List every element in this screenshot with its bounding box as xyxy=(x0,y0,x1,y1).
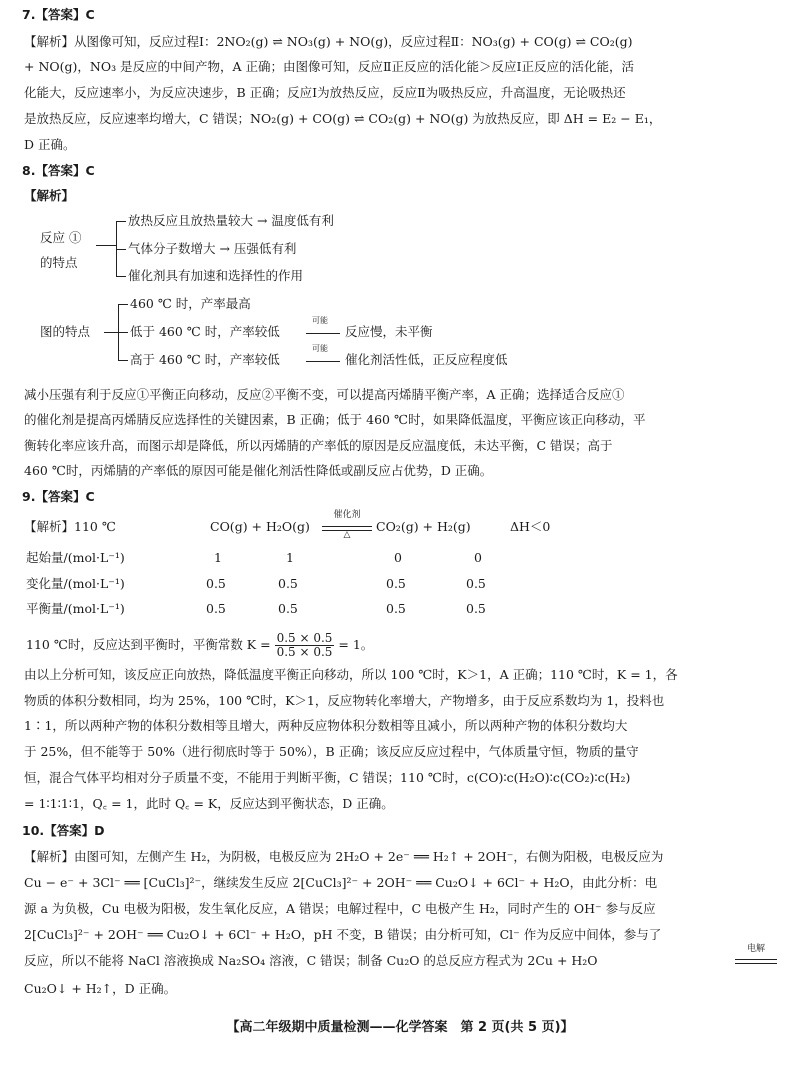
q9-cell: 0.5 xyxy=(278,601,298,616)
q10-line-2: Cu − e⁻ + 3Cl⁻ ══ [CuCl₃]²⁻，继续发生反应 2[CuCl₃]²⁻ + 2OH⁻ ══ Cu₂O↓ + 6Cl⁻ + H₂O，由此分析：电 xyxy=(24,875,658,890)
q9-k-fraction xyxy=(275,632,335,659)
q8-arrow-label-3: 可能 xyxy=(312,344,328,353)
q9-equilibrium-constant xyxy=(26,632,373,659)
q9-cell: 0.5 xyxy=(466,601,486,616)
q8-analysis-label: 【解析】 xyxy=(24,188,75,203)
q9-para-2: 物质的体积分数相同，均为 25%，100 ℃时，K＞1，反应物转化率增大，产物增多，由于反应系数均为 1，投料也 xyxy=(24,693,665,708)
q9-cell: 0.5 xyxy=(206,601,226,616)
q10-line-6: Cu₂O↓ + H₂↑，D 正确。 xyxy=(24,981,177,996)
page-footer: 【高二年级期中质量检测——化学答案 第 2 页(共 5 页)】 xyxy=(226,1020,574,1035)
q7-line-2: + NO(g)，NO₃ 是反应的中间产物，A 正确；由图像可知，反应Ⅱ正反应的活化能＞反应Ⅰ正反应的活化能，活 xyxy=(24,59,634,74)
q7-line-3: 化能大，反应速率小，为反应决速步，B 正确；反应Ⅰ为放热反应，反应Ⅱ为吸热反应，升高温度，无论吸热还 xyxy=(24,85,626,100)
q9-para-5: 恒，混合气体平均相对分子质量不变，不能用于判断平衡，C 错误；110 ℃时，c(CO)∶c(H₂O)∶c(CO₂)∶c(H₂) xyxy=(24,770,631,785)
q9-cell: 1 xyxy=(286,550,294,565)
q9-row-label: 起始量/(mol·L⁻¹) xyxy=(26,550,125,565)
bracket-2-branch-3 xyxy=(118,360,128,361)
q8-para-4: 460 ℃时，丙烯腈的产率低的原因可能是催化剂活性降低或副反应占优势，D 正确。 xyxy=(24,463,493,478)
q9-delta-h: ΔH＜0 xyxy=(510,519,551,534)
q8-arrow-2 xyxy=(306,333,340,334)
q10-equals-top xyxy=(735,959,777,960)
q8-feature-1: 放热反应且放热量较大 → 温度低有利 xyxy=(128,213,334,228)
q9-equation-arrow-top xyxy=(322,526,372,527)
q9-cell: 0.5 xyxy=(278,576,298,591)
q8-arrow-3 xyxy=(306,361,340,362)
q8-answer-head: 8.【答案】C xyxy=(22,163,95,178)
q9-catalyst: 催化剂 xyxy=(333,510,361,520)
q9-para-1: 由以上分析可知，该反应正向放热，降低温度平衡正向移动，所以 100 ℃时，K＞1，A 正确；110 ℃时，K = 1，各 xyxy=(24,667,678,682)
bracket-2-stem xyxy=(104,332,118,333)
q9-heat: △ xyxy=(343,530,351,540)
q9-para-3: 1∶1，所以两种产物的体积分数相等且增大，两种反应物体积分数相等且减小，所以两种产物的体积分数均大 xyxy=(24,718,628,733)
q8-chart-point-3b: 催化剂活性低，正反应程度低 xyxy=(345,352,508,367)
q8-feature-2: 气体分子数增大 → 压强低有利 xyxy=(128,241,297,256)
q9-row-label: 变化量/(mol·L⁻¹) xyxy=(26,576,125,591)
bracket-1-branch-1 xyxy=(116,221,126,222)
q8-chart-point-2b: 反应慢，未平衡 xyxy=(345,324,433,339)
q8-para-3: 衡转化率应该升高，而图示却是降低，所以丙烯腈的产率低的原因是反应温度低，未达平衡，C 错误；高于 xyxy=(24,438,613,453)
q8-chart-point-2a: 低于 460 ℃ 时，产率较低 xyxy=(130,324,280,339)
q7-line-1: 【解析】从图像可知，反应过程Ⅰ：2NO₂(g) ⇌ NO₃(g) + NO(g)，反应过程Ⅱ：NO₃(g) + CO(g) ⇌ CO₂(g) xyxy=(24,34,633,49)
q8-reaction-label-1: 反应 ① xyxy=(40,230,82,245)
q9-cell: 0.5 xyxy=(386,576,406,591)
q8-arrow-label-2: 可能 xyxy=(312,316,328,325)
q9-k-prefix: 110 ℃时，反应达到平衡时，平衡常数 K = xyxy=(26,637,271,652)
q7-line-5: D 正确。 xyxy=(24,137,76,152)
q9-equation-left: CO(g) + H₂O(g) xyxy=(210,519,310,534)
bracket-1-stem xyxy=(96,245,116,246)
q9-k-denominator: 0.5 × 0.5 xyxy=(276,645,333,659)
q10-line-5: 反应，所以不能将 NaCl 溶液换成 Na₂SO₄ 溶液，C 错误；制备 Cu₂O 的总反应方程式为 2Cu + H₂O xyxy=(24,953,598,968)
q9-analysis-label: 【解析】110 ℃ xyxy=(24,519,116,534)
q9-para-4: 于 25%，但不能等于 50%（进行彻底时等于 50%），B 正确；该反应反应过程中，气体质量守恒，物质的量守 xyxy=(24,744,639,759)
q9-k-numerator: 0.5 × 0.5 xyxy=(276,631,333,645)
q9-equation-right: CO₂(g) + H₂(g) xyxy=(376,519,471,534)
q10-line-1: 【解析】由图可知，左侧产生 H₂，为阴极，电极反应为 2H₂O + 2e⁻ ══ H₂↑ + 2OH⁻，右侧为阳极，电极反应为 xyxy=(24,849,664,864)
bracket-2-branch-1 xyxy=(118,304,128,305)
q9-cell: 0 xyxy=(474,550,482,565)
q9-k-suffix: = 1。 xyxy=(338,637,374,652)
q7-answer-head: 7.【答案】C xyxy=(22,7,95,22)
q7-line-4: 是放热反应，反应速率均增大，C 错误；NO₂(g) + CO(g) ⇌ CO₂(g) + NO(g) 为放热反应，即 ΔH = E₂ − E₁， xyxy=(24,111,662,126)
q9-para-6: = 1∶1∶1∶1，Q꜀ = 1，此时 Q꜀ = K，反应达到平衡状态，D 正确。 xyxy=(24,796,394,811)
q8-feature-3: 催化剂具有加速和选择性的作用 xyxy=(128,268,304,283)
q9-cell: 0.5 xyxy=(466,576,486,591)
q10-equals-bottom xyxy=(735,963,777,964)
q9-answer-head: 9.【答案】C xyxy=(22,489,95,504)
q8-para-2: 的催化剂是提高丙烯腈反应选择性的关键因素，B 正确；低于 460 ℃时，如果降低温度，平衡应该正向移动，平 xyxy=(24,412,646,427)
q8-chart-label: 图的特点 xyxy=(40,324,91,339)
q8-chart-point-3a: 高于 460 ℃ 时，产率较低 xyxy=(130,352,280,367)
bracket-1-branch-2 xyxy=(116,249,126,250)
q10-answer-head: 10.【答案】D xyxy=(22,823,105,838)
q9-row-label: 平衡量/(mol·L⁻¹) xyxy=(26,601,125,616)
q8-chart-point-1: 460 ℃ 时，产率最高 xyxy=(130,296,251,311)
q9-cell: 1 xyxy=(214,550,222,565)
q8-reaction-label-2: 的特点 xyxy=(40,255,78,270)
q10-line-4: 2[CuCl₃]²⁻ + 2OH⁻ ══ Cu₂O↓ + 6Cl⁻ + H₂O，pH 不变，B 错误；由分析可知，Cl⁻ 作为反应中间体，参与了 xyxy=(24,927,662,942)
bracket-1-branch-3 xyxy=(116,276,126,277)
q9-cell: 0.5 xyxy=(206,576,226,591)
q8-para-1: 减小压强有利于反应①平衡正向移动，反应②平衡不变，可以提高丙烯腈平衡产率，A 正确；选择适合反应① xyxy=(24,387,625,402)
q10-line-3: 源 a 为负极，Cu 电极为阳极，发生氧化反应，A 错误；电解过程中，C 电极产生 H₂，同时产生的 OH⁻ 参与反应 xyxy=(24,901,656,916)
q9-cell: 0 xyxy=(394,550,402,565)
q10-electrolysis-label: 电解 xyxy=(746,944,765,954)
bracket-2-branch-2 xyxy=(118,332,128,333)
q9-cell: 0.5 xyxy=(386,601,406,616)
